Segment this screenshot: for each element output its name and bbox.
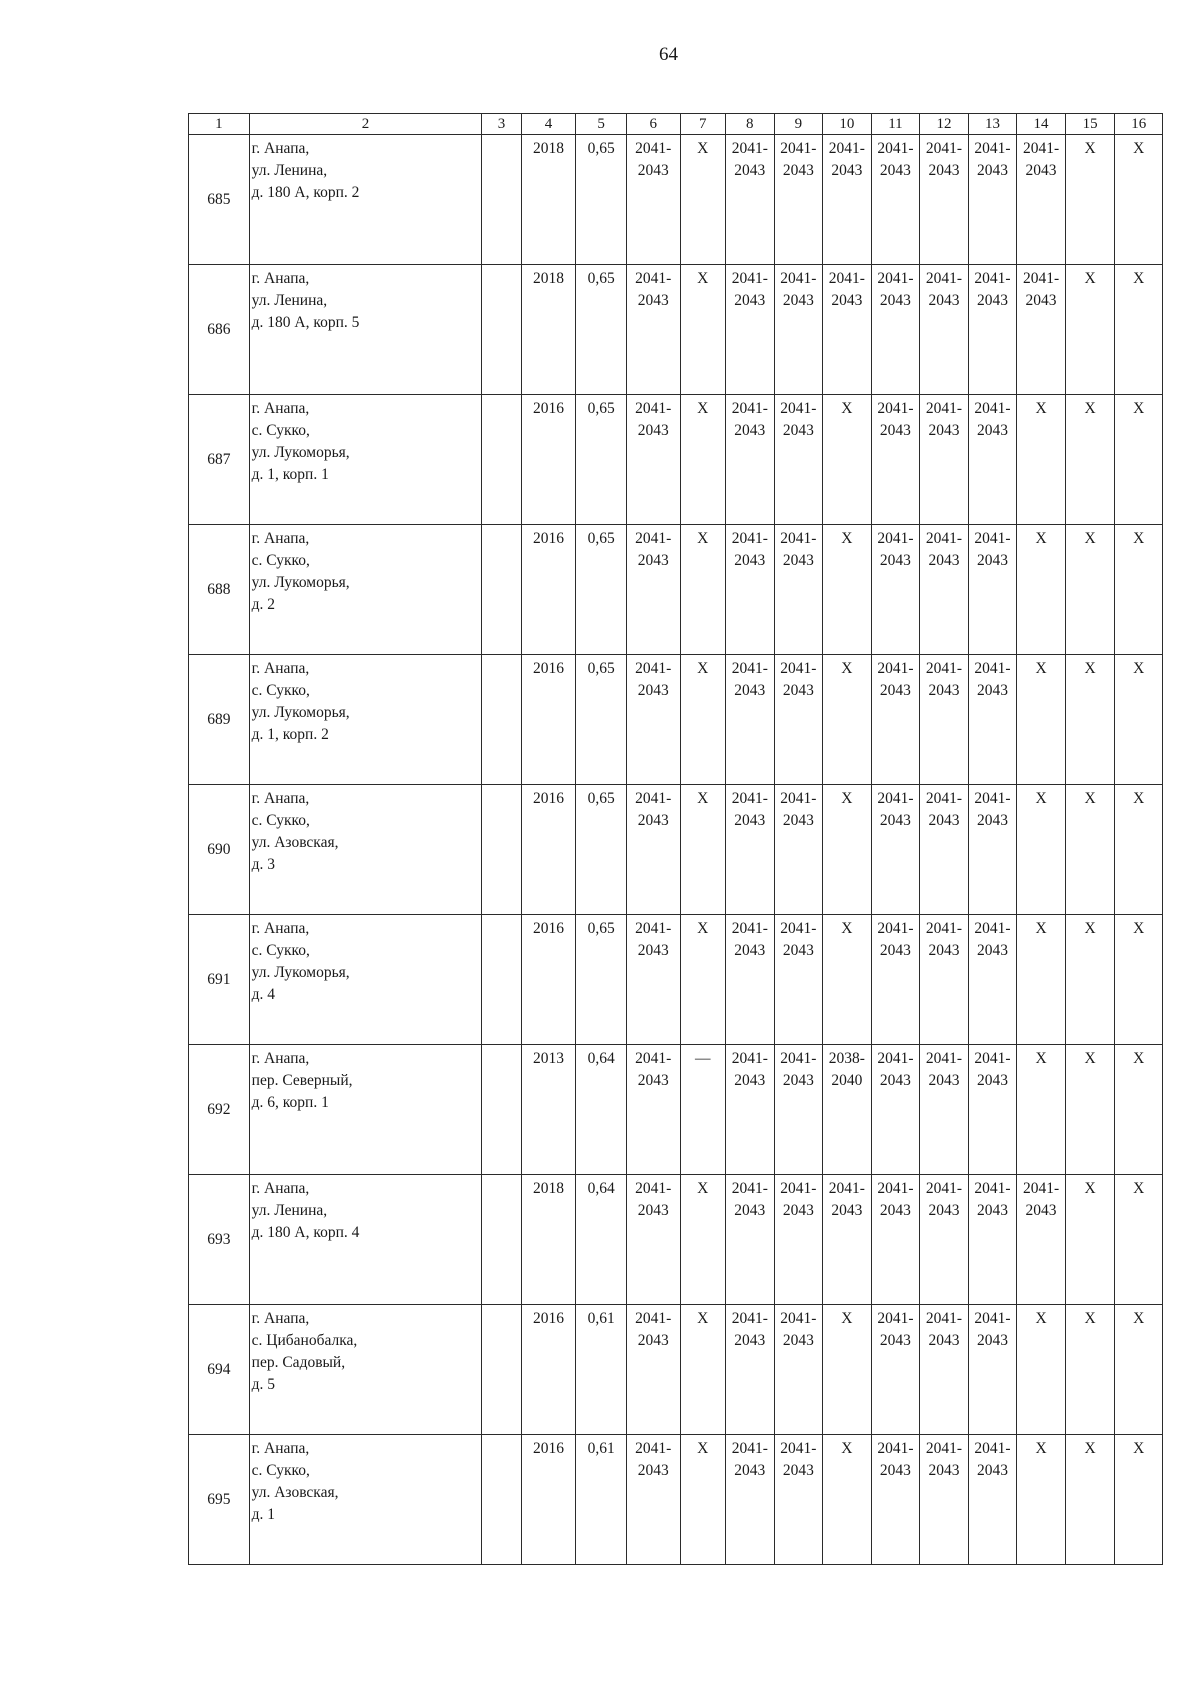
cell-col-13: 2041- 2043 xyxy=(968,785,1017,915)
cell-col-4: 2016 xyxy=(521,655,576,785)
cell-col-6: 2041- 2043 xyxy=(626,525,680,655)
cell-col-5: 0,65 xyxy=(576,915,627,1045)
address-cell xyxy=(249,655,482,785)
address-cell xyxy=(249,1175,482,1305)
cell-col-10: X xyxy=(823,395,872,525)
address-line: с. Сукко, xyxy=(251,812,310,829)
cell-col-7: — xyxy=(680,1045,726,1175)
row-number: 686 xyxy=(189,265,250,395)
cell-col-6: 2041- 2043 xyxy=(626,655,680,785)
cell-col-16: X xyxy=(1115,1305,1163,1435)
cell-col-13: 2041- 2043 xyxy=(968,1045,1017,1175)
cell-col-9: 2041- 2043 xyxy=(774,135,823,265)
address-line: ул. Ленина, xyxy=(251,292,328,309)
address-line: ул. Лукоморья, xyxy=(251,574,350,591)
column-header-8: 8 xyxy=(726,114,775,135)
cell-col-12: 2041- 2043 xyxy=(920,655,969,785)
cell-col-9: 2041- 2043 xyxy=(774,525,823,655)
cell-col-13: 2041- 2043 xyxy=(968,525,1017,655)
cell-col-13: 2041- 2043 xyxy=(968,265,1017,395)
address-line: г. Анапа, xyxy=(251,660,310,677)
row-number: 693 xyxy=(189,1175,250,1305)
cell-col-6: 2041- 2043 xyxy=(626,135,680,265)
cell-col-5: 0,61 xyxy=(576,1305,627,1435)
cell-col-8: 2041- 2043 xyxy=(726,265,775,395)
cell-col-14: X xyxy=(1017,525,1066,655)
address-line: ул. Ленина, xyxy=(251,162,328,179)
cell-col-14: X xyxy=(1017,915,1066,1045)
cell-col-8: 2041- 2043 xyxy=(726,915,775,1045)
address-line: д. 180 А, корп. 2 xyxy=(251,184,360,201)
cell-col-15: X xyxy=(1065,265,1115,395)
cell-col-12: 2041- 2043 xyxy=(920,1045,969,1175)
address-cell xyxy=(249,135,482,265)
address-line: г. Анапа, xyxy=(251,270,310,287)
cell-col-6: 2041- 2043 xyxy=(626,1305,680,1435)
cell-col-5: 0,61 xyxy=(576,1435,627,1565)
cell-col-12: 2041- 2043 xyxy=(920,785,969,915)
cell-col-16: X xyxy=(1115,655,1163,785)
address-cell xyxy=(249,525,482,655)
address-line: г. Анапа, xyxy=(251,1180,310,1197)
address-line: д. 1 xyxy=(251,1506,276,1523)
cell-col-3 xyxy=(482,395,521,525)
cell-col-10: X xyxy=(823,785,872,915)
column-header-15: 15 xyxy=(1065,114,1115,135)
cell-col-14: X xyxy=(1017,655,1066,785)
cell-col-15: X xyxy=(1065,915,1115,1045)
cell-col-12: 2041- 2043 xyxy=(920,265,969,395)
cell-col-3 xyxy=(482,265,521,395)
cell-col-13: 2041- 2043 xyxy=(968,1435,1017,1565)
address-cell xyxy=(249,1045,482,1175)
cell-col-8: 2041- 2043 xyxy=(726,395,775,525)
cell-col-11: 2041- 2043 xyxy=(871,915,920,1045)
cell-col-16: X xyxy=(1115,785,1163,915)
address-line: г. Анапа, xyxy=(251,1310,310,1327)
cell-col-11: 2041- 2043 xyxy=(871,135,920,265)
address-line: ул. Лукоморья, xyxy=(251,444,350,461)
address-line: д. 3 xyxy=(251,856,276,873)
cell-col-7: X xyxy=(680,785,726,915)
cell-col-5: 0,65 xyxy=(576,655,627,785)
cell-col-10: X xyxy=(823,915,872,1045)
cell-col-11: 2041- 2043 xyxy=(871,525,920,655)
cell-col-10: X xyxy=(823,525,872,655)
cell-col-14: X xyxy=(1017,785,1066,915)
cell-col-15: X xyxy=(1065,785,1115,915)
cell-col-15: X xyxy=(1065,1045,1115,1175)
cell-col-6: 2041- 2043 xyxy=(626,1175,680,1305)
cell-col-8: 2041- 2043 xyxy=(726,135,775,265)
row-number: 692 xyxy=(189,1045,250,1175)
column-header-1: 1 xyxy=(189,114,250,135)
cell-col-11: 2041- 2043 xyxy=(871,1435,920,1565)
address-line: д. 180 А, корп. 5 xyxy=(251,314,360,331)
cell-col-14: 2041- 2043 xyxy=(1017,135,1066,265)
row-number: 690 xyxy=(189,785,250,915)
cell-col-10: 2041- 2043 xyxy=(823,135,872,265)
cell-col-8: 2041- 2043 xyxy=(726,1435,775,1565)
address-cell xyxy=(249,915,482,1045)
cell-col-4: 2016 xyxy=(521,1305,576,1435)
address-line: с. Сукко, xyxy=(251,682,310,699)
cell-col-12: 2041- 2043 xyxy=(920,1435,969,1565)
cell-col-3 xyxy=(482,1175,521,1305)
cell-col-4: 2016 xyxy=(521,395,576,525)
address-line: ул. Азовская, xyxy=(251,834,339,851)
cell-col-8: 2041- 2043 xyxy=(726,1175,775,1305)
cell-col-5: 0,65 xyxy=(576,785,627,915)
cell-col-14: X xyxy=(1017,1435,1066,1565)
row-number: 687 xyxy=(189,395,250,525)
address-line: д. 1, корп. 1 xyxy=(251,466,329,483)
column-header-7: 7 xyxy=(680,114,726,135)
address-line: пер. Садовый, xyxy=(251,1354,346,1371)
row-number: 695 xyxy=(189,1435,250,1565)
cell-col-10: X xyxy=(823,1305,872,1435)
column-header-12: 12 xyxy=(920,114,969,135)
table-header xyxy=(189,114,1163,135)
cell-col-16: X xyxy=(1115,1045,1163,1175)
table-row xyxy=(189,135,1163,265)
address-line: с. Цибанобалка, xyxy=(251,1332,358,1349)
column-header-2: 2 xyxy=(249,114,482,135)
cell-col-10: 2041- 2043 xyxy=(823,265,872,395)
column-header-11: 11 xyxy=(871,114,920,135)
cell-col-8: 2041- 2043 xyxy=(726,655,775,785)
table-row xyxy=(189,525,1163,655)
cell-col-4: 2013 xyxy=(521,1045,576,1175)
cell-col-14: X xyxy=(1017,395,1066,525)
column-header-14: 14 xyxy=(1017,114,1066,135)
address-cell xyxy=(249,1305,482,1435)
cell-col-5: 0,65 xyxy=(576,395,627,525)
cell-col-3 xyxy=(482,525,521,655)
cell-col-11: 2041- 2043 xyxy=(871,395,920,525)
cell-col-13: 2041- 2043 xyxy=(968,395,1017,525)
cell-col-7: X xyxy=(680,525,726,655)
cell-col-5: 0,64 xyxy=(576,1175,627,1305)
cell-col-6: 2041- 2043 xyxy=(626,265,680,395)
cell-col-12: 2041- 2043 xyxy=(920,1175,969,1305)
cell-col-10: X xyxy=(823,1435,872,1565)
cell-col-9: 2041- 2043 xyxy=(774,1175,823,1305)
address-cell xyxy=(249,785,482,915)
cell-col-10: 2038- 2040 xyxy=(823,1045,872,1175)
page-number: 64 xyxy=(659,44,678,65)
cell-col-11: 2041- 2043 xyxy=(871,655,920,785)
table-row xyxy=(189,1175,1163,1305)
cell-col-14: 2041- 2043 xyxy=(1017,1175,1066,1305)
cell-col-11: 2041- 2043 xyxy=(871,785,920,915)
table-row xyxy=(189,1045,1163,1175)
cell-col-5: 0,65 xyxy=(576,525,627,655)
address-line: с. Сукко, xyxy=(251,552,310,569)
cell-col-12: 2041- 2043 xyxy=(920,1305,969,1435)
table-row xyxy=(189,265,1163,395)
table-row xyxy=(189,785,1163,915)
cell-col-7: X xyxy=(680,135,726,265)
address-cell xyxy=(249,1435,482,1565)
cell-col-13: 2041- 2043 xyxy=(968,915,1017,1045)
row-number: 694 xyxy=(189,1305,250,1435)
cell-col-10: 2041- 2043 xyxy=(823,1175,872,1305)
cell-col-7: X xyxy=(680,1435,726,1565)
cell-col-11: 2041- 2043 xyxy=(871,1175,920,1305)
cell-col-9: 2041- 2043 xyxy=(774,1305,823,1435)
cell-col-6: 2041- 2043 xyxy=(626,1435,680,1565)
cell-col-9: 2041- 2043 xyxy=(774,785,823,915)
address-line: д. 1, корп. 2 xyxy=(251,726,329,743)
cell-col-13: 2041- 2043 xyxy=(968,135,1017,265)
header-row xyxy=(189,114,1163,135)
cell-col-4: 2018 xyxy=(521,265,576,395)
cell-col-4: 2016 xyxy=(521,915,576,1045)
row-number: 689 xyxy=(189,655,250,785)
cell-col-9: 2041- 2043 xyxy=(774,1045,823,1175)
cell-col-7: X xyxy=(680,1305,726,1435)
cell-col-3 xyxy=(482,1435,521,1565)
cell-col-8: 2041- 2043 xyxy=(726,785,775,915)
column-header-16: 16 xyxy=(1115,114,1163,135)
cell-col-6: 2041- 2043 xyxy=(626,1045,680,1175)
cell-col-3 xyxy=(482,1305,521,1435)
cell-col-3 xyxy=(482,655,521,785)
cell-col-12: 2041- 2043 xyxy=(920,395,969,525)
cell-col-12: 2041- 2043 xyxy=(920,525,969,655)
address-line: д. 5 xyxy=(251,1376,276,1393)
cell-col-9: 2041- 2043 xyxy=(774,655,823,785)
cell-col-15: X xyxy=(1065,1305,1115,1435)
address-line: г. Анапа, xyxy=(251,140,310,157)
cell-col-6: 2041- 2043 xyxy=(626,915,680,1045)
address-cell xyxy=(249,395,482,525)
cell-col-7: X xyxy=(680,395,726,525)
cell-col-14: 2041- 2043 xyxy=(1017,265,1066,395)
cell-col-14: X xyxy=(1017,1305,1066,1435)
cell-col-8: 2041- 2043 xyxy=(726,1305,775,1435)
address-line: г. Анапа, xyxy=(251,400,310,417)
address-line: с. Сукко, xyxy=(251,942,310,959)
table-body xyxy=(189,135,1163,1565)
register-table xyxy=(188,113,1163,1565)
address-line: д. 4 xyxy=(251,986,276,1003)
cell-col-6: 2041- 2043 xyxy=(626,395,680,525)
cell-col-16: X xyxy=(1115,265,1163,395)
address-line: г. Анапа, xyxy=(251,1440,310,1457)
cell-col-9: 2041- 2043 xyxy=(774,265,823,395)
address-cell xyxy=(249,265,482,395)
cell-col-9: 2041- 2043 xyxy=(774,915,823,1045)
cell-col-15: X xyxy=(1065,525,1115,655)
cell-col-9: 2041- 2043 xyxy=(774,1435,823,1565)
address-line: ул. Ленина, xyxy=(251,1202,328,1219)
cell-col-4: 2016 xyxy=(521,525,576,655)
address-line: д. 6, корп. 1 xyxy=(251,1094,329,1111)
address-line: ул. Лукоморья, xyxy=(251,704,350,721)
cell-col-16: X xyxy=(1115,135,1163,265)
column-header-3: 3 xyxy=(482,114,521,135)
cell-col-15: X xyxy=(1065,655,1115,785)
cell-col-13: 2041- 2043 xyxy=(968,1305,1017,1435)
address-line: г. Анапа, xyxy=(251,1050,310,1067)
address-line: д. 180 А, корп. 4 xyxy=(251,1224,360,1241)
cell-col-7: X xyxy=(680,1175,726,1305)
address-line: г. Анапа, xyxy=(251,920,310,937)
cell-col-15: X xyxy=(1065,135,1115,265)
column-header-6: 6 xyxy=(626,114,680,135)
cell-col-9: 2041- 2043 xyxy=(774,395,823,525)
cell-col-7: X xyxy=(680,915,726,1045)
address-line: г. Анапа, xyxy=(251,530,310,547)
row-number: 691 xyxy=(189,915,250,1045)
cell-col-4: 2016 xyxy=(521,1435,576,1565)
cell-col-6: 2041- 2043 xyxy=(626,785,680,915)
cell-col-4: 2018 xyxy=(521,135,576,265)
column-header-10: 10 xyxy=(823,114,872,135)
address-line: с. Сукко, xyxy=(251,422,310,439)
column-header-5: 5 xyxy=(576,114,627,135)
row-number: 688 xyxy=(189,525,250,655)
cell-col-12: 2041- 2043 xyxy=(920,135,969,265)
cell-col-16: X xyxy=(1115,1435,1163,1565)
table-row xyxy=(189,655,1163,785)
address-line: г. Анапа, xyxy=(251,790,310,807)
cell-col-16: X xyxy=(1115,395,1163,525)
table-row xyxy=(189,1305,1163,1435)
cell-col-5: 0,64 xyxy=(576,1045,627,1175)
cell-col-5: 0,65 xyxy=(576,135,627,265)
row-number: 685 xyxy=(189,135,250,265)
cell-col-11: 2041- 2043 xyxy=(871,1045,920,1175)
cell-col-15: X xyxy=(1065,1435,1115,1565)
cell-col-16: X xyxy=(1115,1175,1163,1305)
cell-col-11: 2041- 2043 xyxy=(871,265,920,395)
cell-col-8: 2041- 2043 xyxy=(726,525,775,655)
cell-col-3 xyxy=(482,135,521,265)
cell-col-13: 2041- 2043 xyxy=(968,1175,1017,1305)
address-line: с. Сукко, xyxy=(251,1462,310,1479)
column-header-4: 4 xyxy=(521,114,576,135)
table-row xyxy=(189,395,1163,525)
address-line: д. 2 xyxy=(251,596,276,613)
cell-col-16: X xyxy=(1115,525,1163,655)
cell-col-10: X xyxy=(823,655,872,785)
address-line: пер. Северный, xyxy=(251,1072,353,1089)
cell-col-11: 2041- 2043 xyxy=(871,1305,920,1435)
cell-col-13: 2041- 2043 xyxy=(968,655,1017,785)
cell-col-14: X xyxy=(1017,1045,1066,1175)
cell-col-12: 2041- 2043 xyxy=(920,915,969,1045)
column-header-13: 13 xyxy=(968,114,1017,135)
cell-col-8: 2041- 2043 xyxy=(726,1045,775,1175)
cell-col-7: X xyxy=(680,265,726,395)
column-header-9: 9 xyxy=(774,114,823,135)
cell-col-15: X xyxy=(1065,1175,1115,1305)
cell-col-4: 2018 xyxy=(521,1175,576,1305)
cell-col-3 xyxy=(482,785,521,915)
cell-col-16: X xyxy=(1115,915,1163,1045)
table-row xyxy=(189,915,1163,1045)
address-line: ул. Лукоморья, xyxy=(251,964,350,981)
table-row xyxy=(189,1435,1163,1565)
cell-col-4: 2016 xyxy=(521,785,576,915)
cell-col-15: X xyxy=(1065,395,1115,525)
cell-col-3 xyxy=(482,1045,521,1175)
cell-col-5: 0,65 xyxy=(576,265,627,395)
cell-col-7: X xyxy=(680,655,726,785)
cell-col-3 xyxy=(482,915,521,1045)
address-line: ул. Азовская, xyxy=(251,1484,339,1501)
